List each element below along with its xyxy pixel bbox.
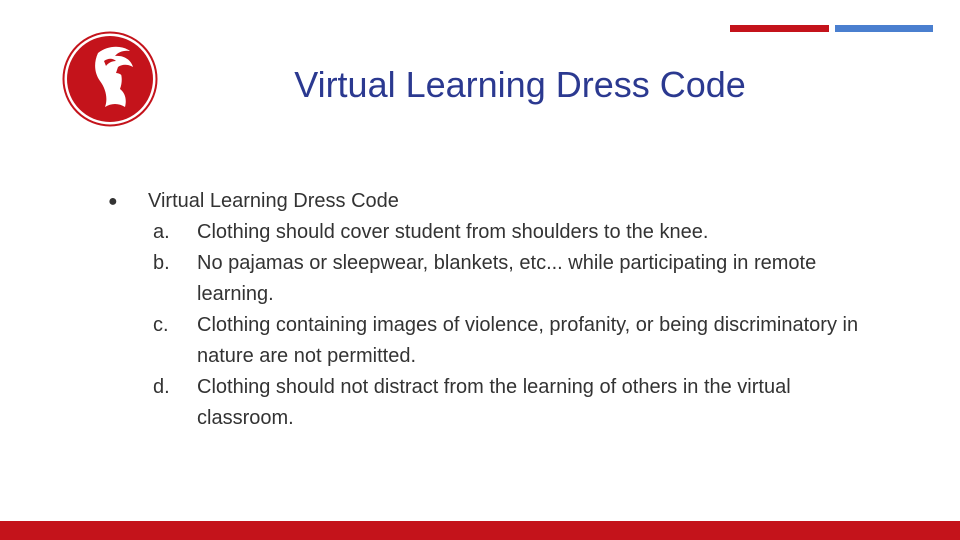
list-marker: a. [153, 221, 170, 243]
list-item [108, 248, 908, 310]
slide-title: Virtual Learning Dress Code [294, 64, 746, 105]
list-marker: c. [153, 314, 169, 336]
list-item-text: Clothing should not distract from the learning of others in the virtual classroom. [197, 376, 791, 429]
eagle-head-logo-icon [62, 31, 158, 127]
list-item [108, 372, 908, 434]
list-item-text: Clothing containing images of violence, profanity, or being discriminatory in nature are not permitted. [197, 314, 859, 367]
accent-bar-blue [835, 25, 933, 32]
list-item-text: No pajamas or sleepwear, blankets, etc... while participating in remote learning. [197, 252, 817, 305]
list-item-text: Clothing should cover student from shoulders to the knee. [197, 221, 709, 243]
sub-list [108, 217, 908, 434]
footer-band [0, 521, 960, 540]
list-marker: d. [153, 376, 170, 398]
accent-bar-red [730, 25, 829, 32]
bullet-item [108, 186, 908, 217]
bullet-marker: ● [108, 193, 118, 210]
content-list [108, 186, 908, 434]
list-marker: b. [153, 252, 170, 274]
list-item [108, 310, 908, 372]
list-item [108, 217, 908, 248]
bullet-text: Virtual Learning Dress Code [148, 190, 399, 212]
